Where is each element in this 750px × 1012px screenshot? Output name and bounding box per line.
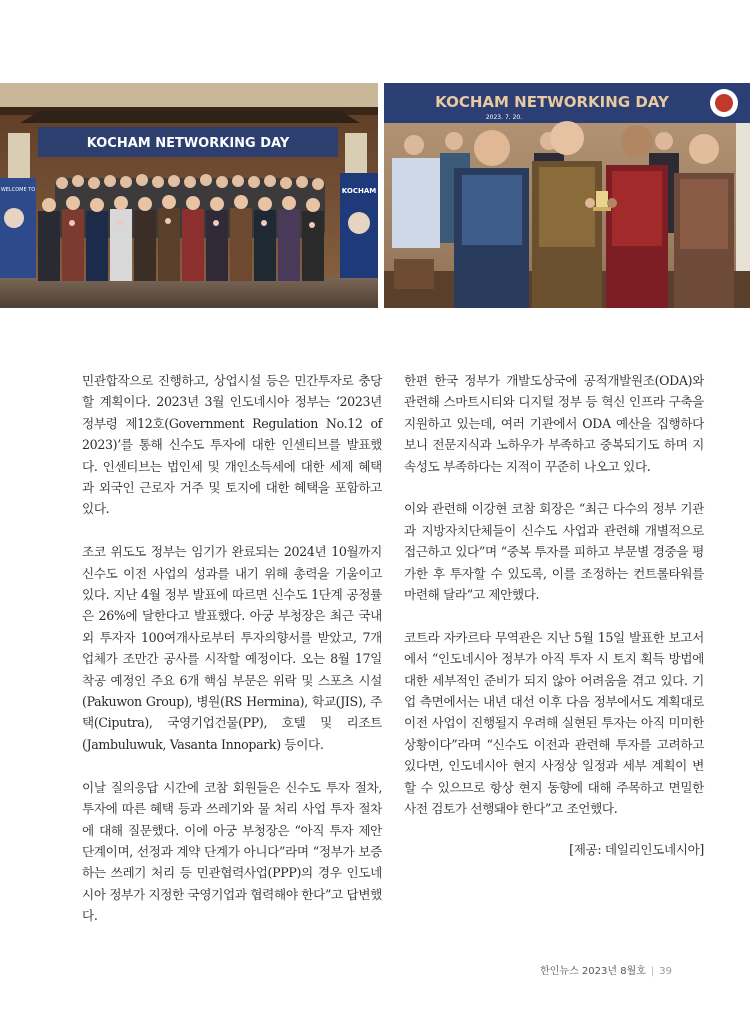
standee-brand: KOCHAM [341,187,377,195]
banner-date: 2023. 7. 20. [485,114,523,121]
paragraph: 이날 질의응답 시간에 코참 회원들은 신수도 투자 절차, 투자에 따른 혜택 등과 쓰레기와 물 처리 사업 투자 절차에 대해 질문했다. 이에 아궁 부청장은 “아직 투자 제안 단계이며, 선정과 계약 단계가 아니다”라며 “정부가 보증하는 쓰레기 처리 등 민관협력사업(PPP)의 경우 인도네시아 정부가 지정한 국영기업과 협력해야 한다”고 답변했다. [82,779,382,924]
footer-separator: | [650,966,655,977]
article-column-left [82,370,382,948]
paragraph: 민관합작으로 진행하고, 상업시설 등은 민간투자로 충당할 계획이다. 2023년 3월 인도네시아 정부는 ‘2023년 정부령 제12호(Government Regulation No.12 of 2023)’를 통해 신수도 투자에 대한 인센티브를 발표했다. 인센티브는 법인세 및 개인소득세에 대한 세제 혜택과 외국인 근로자 거주 및 토지에 대한 혜택을 포함하고 있다. [82,373,382,517]
page-number: 39 [659,966,672,977]
banner-text: KOCHAM NETWORKING DAY [86,136,290,151]
source-credit: [제공: 데일리인도네시아] [569,841,704,857]
paragraph: 코트라 자카르타 무역관은 지난 5월 15일 발표한 보고서에서 “인도네시아 정부가 아직 투자 시 토지 획득 방법에 대한 세부적인 준비가 되지 않아 어려움을 겪고 있다. 기업 측면에서는 내년 대선 이후 다음 정부에서도 계획대로 이전 사업이 진행될지 우려해 실현된 투자는 아직 미미한 상황이다”라며 “신수도 이전과 관련해 투자를 고려하고 있다면, 인도네시아 현지 사정상 일정과 세부 계획이 변할 수 있으므로 항상 현지 동향에 대해 주목하고 면밀한 사전 검토가 선행돼야 한다”고 조언했다. [404,629,704,817]
publication-name: 한인뉴스 2023년 8월호 [540,966,646,977]
award-photo [384,83,750,308]
paragraph: 한편 한국 정부가 개발도상국에 공적개발원조(ODA)와 관련해 스마트시티와 디지털 정부 등 혁신 인프라 구축을 지원하고 있는데, 여러 기관에서 ODA 예산을 집행하다보니 전문지식과 노하우가 부족하고 중복되기도 하며 지속성도 부족하다는 지적이 꾸준히 나오고 있다. [404,373,704,474]
page-footer [540,962,672,977]
paragraph: 조코 위도도 정부는 임기가 완료되는 2024년 10월까지 신수도 이전 사업의 성과를 내기 위해 총력을 기울이고 있다. 지난 4월 정부 발표에 따르면 신수도 1단계 공정률은 26%에 달한다고 발표했다. 아궁 부청장은 최근 국내외 투자자 100여개사로부터 투자의향서를 받았고, 7개 업체가 조만간 공사를 시작할 예정이다. 오는 8월 17일 착공 예정인 주요 6개 핵심 부문은 위락 및 스포츠 시설(Pakuwon Group), 병원(RS Hermina), 학교(JIS), 주택(Ciputra), 국영기업건물(PP), 호텔 및 리조트(Jambuluwuk, Vasanta Innopark) 등이다. [82,544,382,752]
paragraph: 이와 관련해 이강현 코참 회장은 “최근 다수의 정부 기관과 지방자치단체들이 신수도 사업과 관련해 개별적으로 접근하고 있다”며 “중복 투자를 피하고 부문별 경중을 평가한 후 투자할 수 있도록, 이를 조정하는 컨트롤타워를 마련해 달라”고 제안했다. [404,501,704,603]
article-column-right [404,370,704,860]
standee-text: WELCOME TO [0,187,36,193]
banner-text: KOCHAM NETWORKING DAY [435,93,669,111]
group-photo [0,83,378,308]
